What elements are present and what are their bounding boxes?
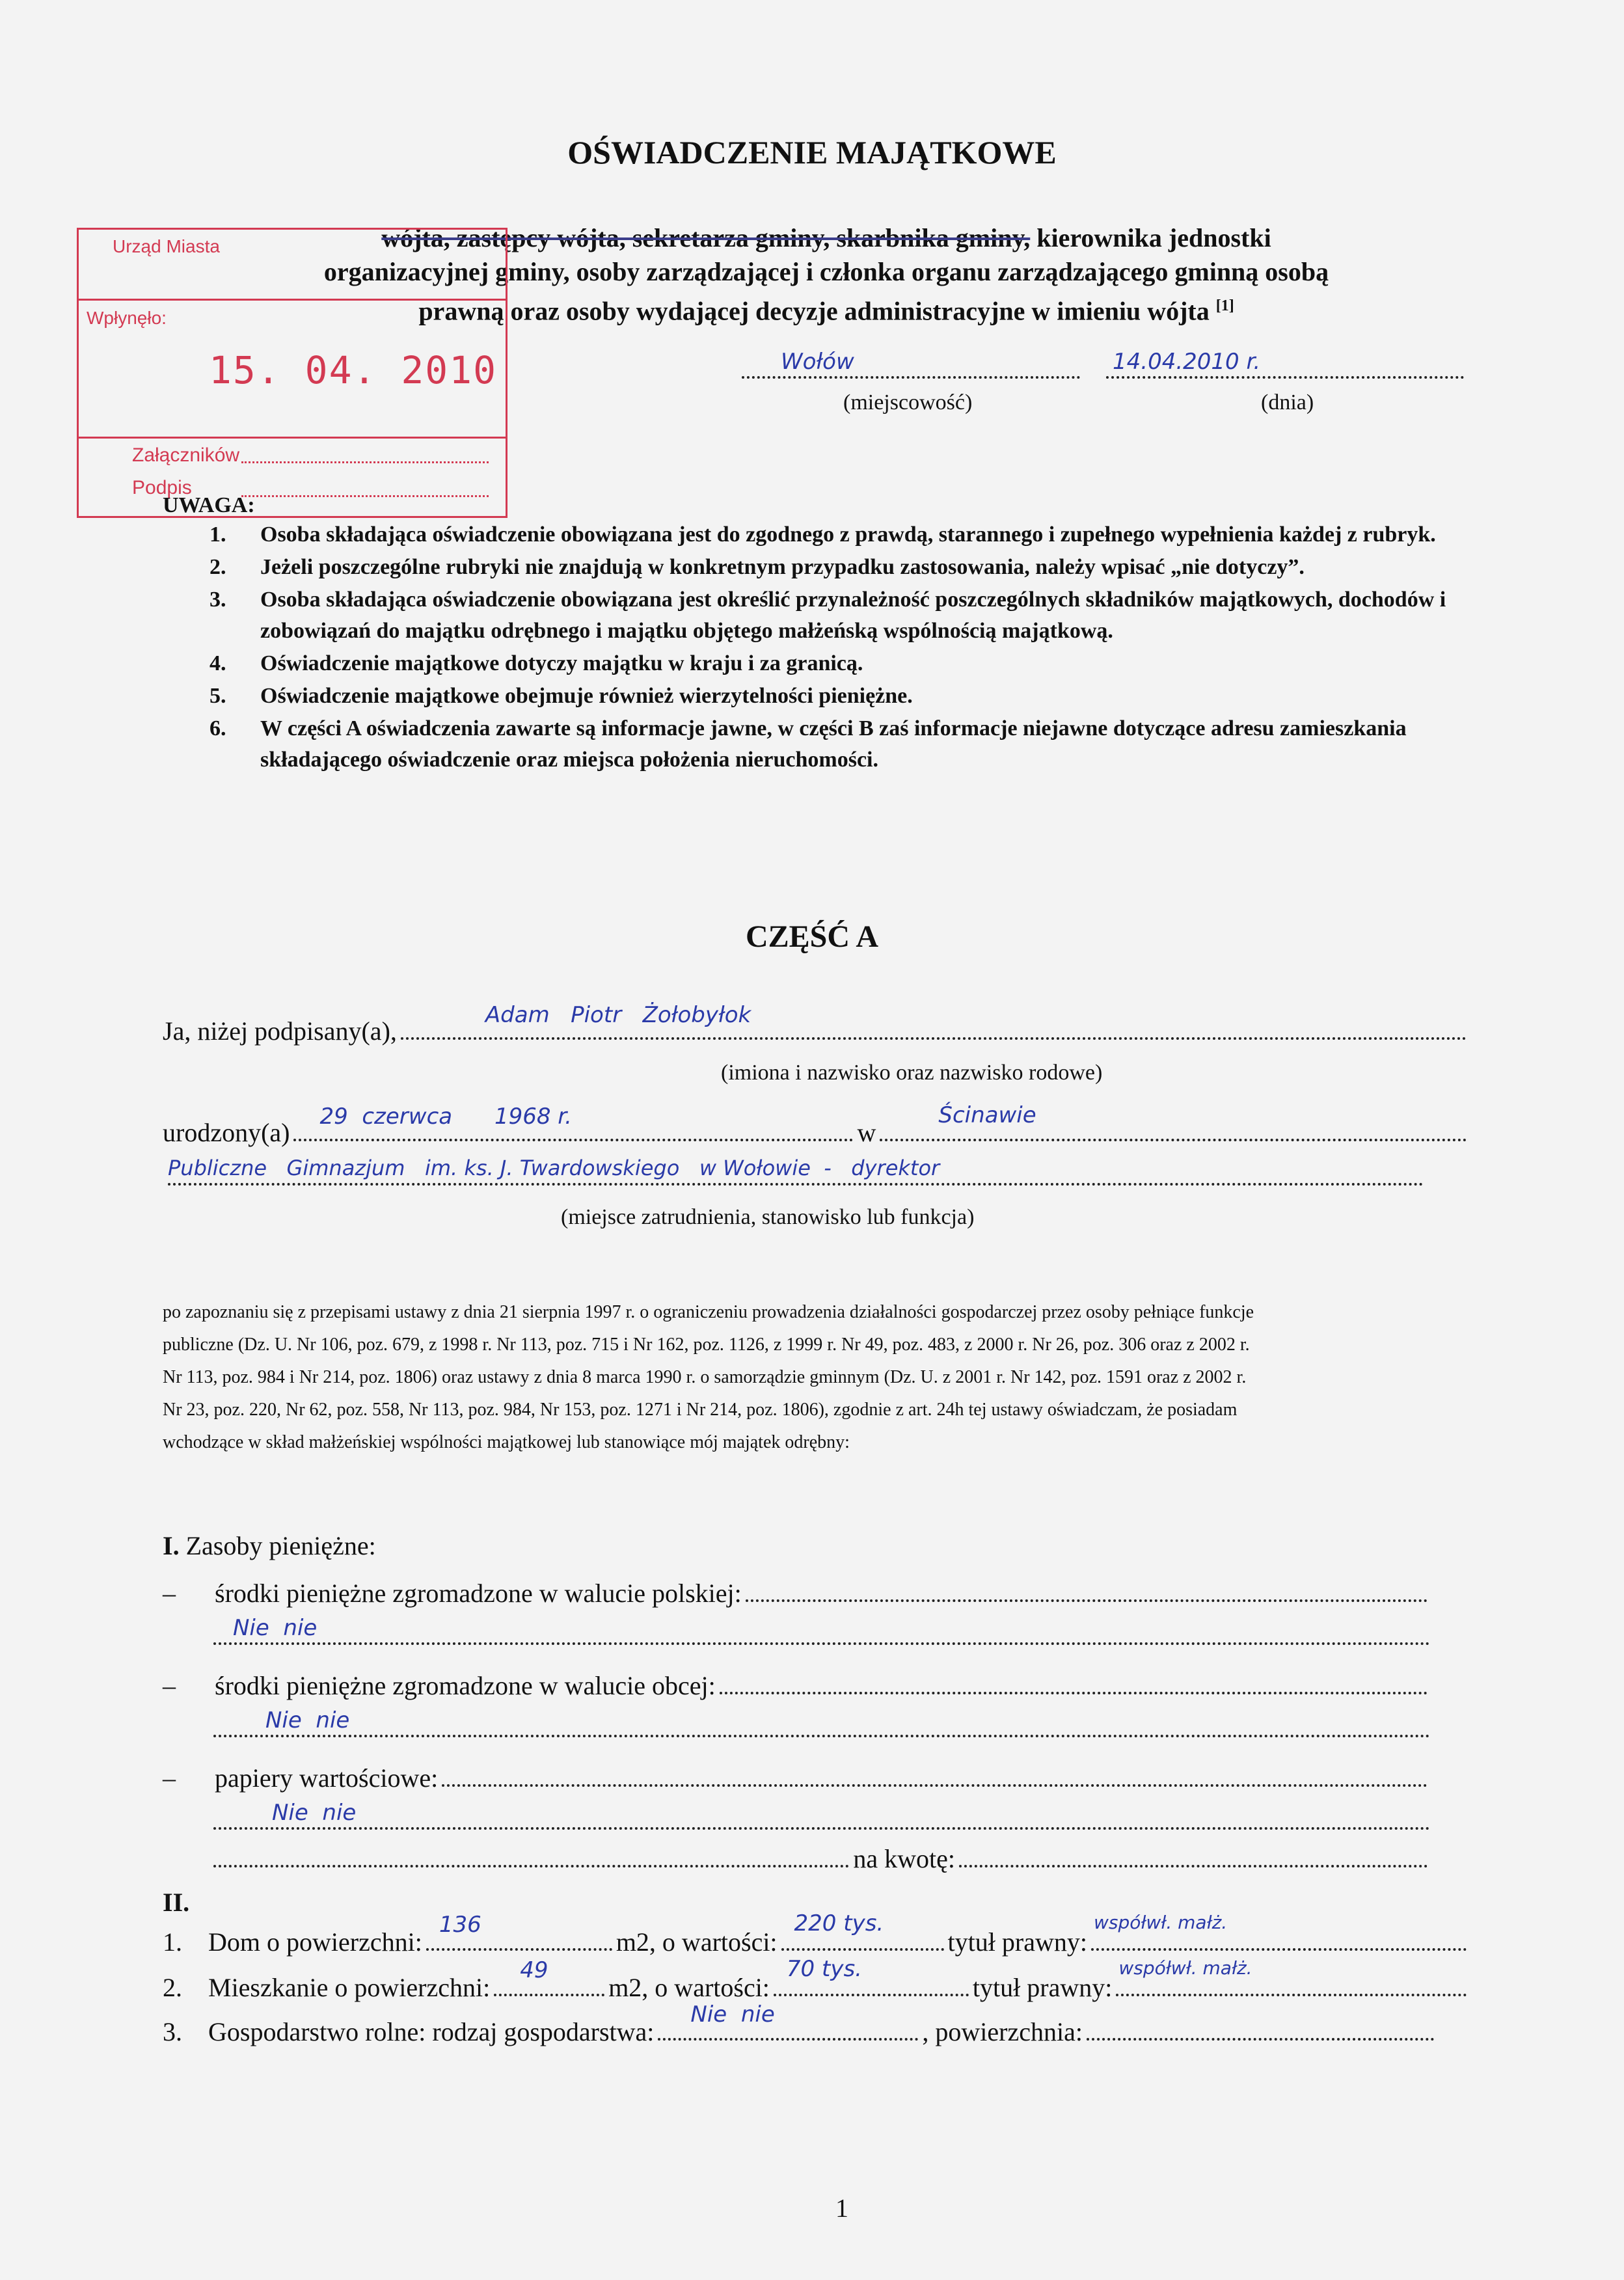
legal-line: publiczne (Dz. U. Nr 106, poz. 679, z 1998 r. Nr 113, poz. 715 i Nr 162, poz. 1126, z 1999 r. Nr 49, poz. 483, z 2000 r. Nr 26, poz. 306 oraz z 2002 r. (163, 1335, 1250, 1355)
flat-title-label: tytuł prawny: (972, 1973, 1113, 2002)
farm-number: 3. (163, 2017, 182, 2046)
date-caption: (dnia) (1261, 390, 1314, 414)
uwaga-item-text: Jeżeli poszczególne rubryki nie znajdują w konkretnym przypadku zastosowania, należy wpisać „nie dotyczy”. (260, 555, 1305, 579)
amount-field[interactable] (959, 1843, 1428, 1867)
uwaga-item-text: Oświadczenie majątkowe dotyczy majątku w kraju i za granicą. (260, 651, 863, 675)
house-number: 1. (163, 1927, 182, 1957)
securities-row (163, 1762, 1431, 1793)
birth-place-value: Ścinawie (938, 1102, 1036, 1128)
farm-type-value: Nie nie (690, 2002, 775, 2028)
amount-row (213, 1843, 1431, 1874)
uwaga-item-text: Osoba składająca oświadczenie obowiązana jest do zgodnego z prawdą, starannego i zupełnego wypełnienia każdej z rubryk. (260, 522, 1436, 547)
house-value: 220 tys. (794, 1910, 884, 1936)
uwaga-item-number: 2. (210, 555, 226, 579)
employment-field[interactable] (168, 1156, 1424, 1186)
place-value: Wołów (781, 349, 854, 375)
flat-number: 2. (163, 1973, 182, 2002)
uwaga-item (195, 681, 1483, 712)
house-title-value: współwł. małż. (1093, 1912, 1228, 1933)
securities-field-line-2[interactable] (213, 1800, 1430, 1830)
farm-label: Gospodarstwo rolne: rodzaj gospodarstwa: (208, 2017, 655, 2046)
name-field[interactable] (401, 1002, 1467, 1040)
farm-type-field[interactable] (658, 2002, 918, 2041)
foreign-field-line-1[interactable] (720, 1670, 1428, 1694)
section-1-number: I. (163, 1531, 180, 1560)
date-field[interactable] (1106, 349, 1464, 379)
legal-basis-text (163, 1296, 1470, 1459)
flat-row (163, 1956, 1470, 2003)
stamp-signature-label: Podpis (132, 477, 192, 498)
subtitle-struck-text: wójta, zastępcy wójta, sekretarza gminy, skarbnika gminy, (381, 223, 1031, 252)
uwaga-item (195, 584, 1483, 647)
flat-value-label: m2, o wartości: (608, 1973, 770, 2002)
uwaga-item-number: 6. (210, 716, 226, 740)
pln-label: środki pieniężne zgromadzone w walucie polskiej: (215, 1579, 742, 1608)
document-title: OŚWIADCZENIE MAJĄTKOWE (567, 134, 1057, 170)
farm-row (163, 2002, 1438, 2047)
uwaga-item-number: 1. (210, 522, 226, 547)
subtitle-line-3-text: prawną oraz osoby wydającej decyzje administracyjne w imieniu wójta (418, 296, 1210, 326)
birth-place-field[interactable] (880, 1102, 1467, 1141)
house-row (163, 1910, 1470, 1957)
foreign-row (163, 1670, 1431, 1701)
flat-title-field[interactable] (1116, 1957, 1467, 1996)
farm-area-label: , powierzchnia: (922, 2017, 1083, 2046)
date-value: 14.04.2010 r. (1113, 349, 1261, 375)
securities-field-line-1[interactable] (442, 1762, 1428, 1787)
foreign-field-line-2[interactable] (213, 1707, 1430, 1737)
birth-date-value: 29 czerwca 1968 r. (319, 1104, 572, 1130)
uwaga-item (195, 713, 1483, 776)
birth-date-field[interactable] (293, 1104, 853, 1141)
house-label: Dom o powierzchni: (208, 1927, 422, 1957)
house-value-label: m2, o wartości: (616, 1927, 778, 1957)
flat-value: 70 tys. (786, 1956, 862, 1982)
stamp-divider-top (79, 299, 506, 301)
place-caption: (miejscowość) (843, 390, 973, 414)
name-row (163, 1002, 1470, 1046)
uwaga-item-text: Osoba składająca oświadczenie obowiązana jest określić przynależność poszczególnych składników majątkowych, dochodów i zobowiązań do majątku odrębnego i majątku objętego małżeńską wspólnością majątkową. (260, 588, 1446, 643)
employment-value: Publiczne Gimnazjum im. ks. J. Twardowskiego w Wołowie - dyrektor (168, 1156, 940, 1180)
uwaga-list (195, 519, 1483, 777)
foreign-label: środki pieniężne zgromadzone w walucie obcej: (215, 1671, 716, 1700)
pln-row (163, 1577, 1431, 1608)
stamp-signature-line (241, 495, 489, 497)
flat-value-field[interactable] (774, 1956, 969, 1996)
part-a-heading: CZĘŚĆ A (745, 919, 879, 954)
uwaga-item-text: Oświadczenie majątkowe obejmuje również wierzytelności pieniężne. (260, 684, 913, 708)
section-2-heading: II. (163, 1888, 190, 1917)
place-field[interactable] (742, 349, 1080, 379)
amount-label: na kwotę: (853, 1844, 955, 1873)
list-dash: – (163, 1579, 176, 1608)
house-area-field[interactable] (426, 1912, 612, 1951)
farm-area-field[interactable] (1087, 2016, 1434, 2041)
list-dash: – (163, 1671, 176, 1700)
legal-line: Nr 113, poz. 984 i Nr 214, poz. 1806) oraz ustawy z dnia 8 marca 1990 r. o samorządzie gminnym (Dz. U. z 2001 r. Nr 142, poz. 1591 oraz z 2002 r. (163, 1367, 1247, 1387)
foreign-value: Nie nie (265, 1707, 350, 1733)
uwaga-item-number: 3. (210, 588, 226, 612)
subtitle-line-2: organizacyjnej gminy, osoby zarządzającej i członka organu zarządzającego gminną osobą (323, 257, 1329, 286)
uwaga-item-text: W części A oświadczenia zawarte są informacje jawne, w części B zaś informacje niejawne dotyczące adresu zamieszkania składającego oświadczenie oraz miejsca położenia nieruchomości. (260, 716, 1407, 772)
legal-line: po zapoznaniu się z przepisami ustawy z dnia 21 sierpnia 1997 r. o ograniczeniu prowadzenia działalności gospodarczej przez osoby pełniące funkcje (163, 1302, 1254, 1322)
uwaga-item (195, 552, 1483, 583)
subtitle-line-1-rest: kierownika jednostki (1030, 223, 1271, 252)
page-number: 1 (835, 2193, 848, 2223)
flat-title-value: współwł. małż. (1118, 1957, 1252, 1979)
born-label: urodzony(a) (163, 1118, 290, 1147)
stamp-received-date: 15. 04. 2010 (209, 348, 498, 392)
legal-line: Nr 23, poz. 220, Nr 62, poz. 558, Nr 113, poz. 984, Nr 153, poz. 1271 i Nr 214, poz. 1806), zgodnie z art. 24h tej ustawy oświadczam, że posiadam (163, 1400, 1238, 1420)
stamp-attachments-label: Załączników (132, 444, 240, 466)
securities-value: Nie nie (272, 1800, 357, 1826)
registry-stamp (77, 228, 508, 518)
uwaga-item (195, 519, 1483, 550)
uwaga-item (195, 648, 1483, 679)
pln-value: Nie nie (233, 1615, 318, 1641)
name-value: Adam Piotr Żołobyłok (485, 1002, 751, 1028)
house-value-field[interactable] (781, 1910, 944, 1951)
name-caption: (imiona i nazwisko oraz nazwisko rodowe) (721, 1061, 1103, 1085)
pln-field-line-2[interactable] (213, 1615, 1430, 1645)
uwaga-item-number: 5. (210, 684, 226, 708)
house-area-value: 136 (439, 1912, 481, 1938)
uwaga-heading: UWAGA: (163, 493, 255, 517)
pln-field-line-1[interactable] (746, 1577, 1428, 1602)
stamp-divider-bottom (79, 437, 506, 439)
employment-caption: (miejsce zatrudnienia, stanowisko lub funkcja) (561, 1205, 975, 1229)
stamp-office-name: Urząd Miasta (113, 236, 220, 256)
securities-field-line-3[interactable] (213, 1843, 849, 1867)
house-title-field[interactable] (1091, 1912, 1467, 1951)
flat-area-value: 49 (520, 1957, 548, 1983)
section-1-heading (163, 1530, 376, 1561)
flat-label: Mieszkanie o powierzchni: (208, 1973, 491, 2002)
name-label: Ja, niżej podpisany(a), (163, 1016, 397, 1046)
birth-row (163, 1102, 1470, 1148)
stamp-received-label: Wpłynęło: (87, 308, 167, 328)
flat-area-field[interactable] (494, 1957, 604, 1996)
born-in-label: w (857, 1118, 876, 1147)
section-1-title: Zasoby pieniężne: (179, 1531, 376, 1560)
footnote-reference: [1] (1215, 297, 1234, 314)
uwaga-item-number: 4. (210, 651, 226, 675)
stamp-attachments-line (241, 461, 489, 463)
house-title-label: tytuł prawny: (947, 1927, 1087, 1957)
legal-line: wchodzące w skład małżeńskiej wspólności majątkowej lub stanowiące mój majątek odrębny: (163, 1432, 850, 1452)
securities-label: papiery wartościowe: (215, 1763, 439, 1793)
list-dash: – (163, 1763, 176, 1793)
